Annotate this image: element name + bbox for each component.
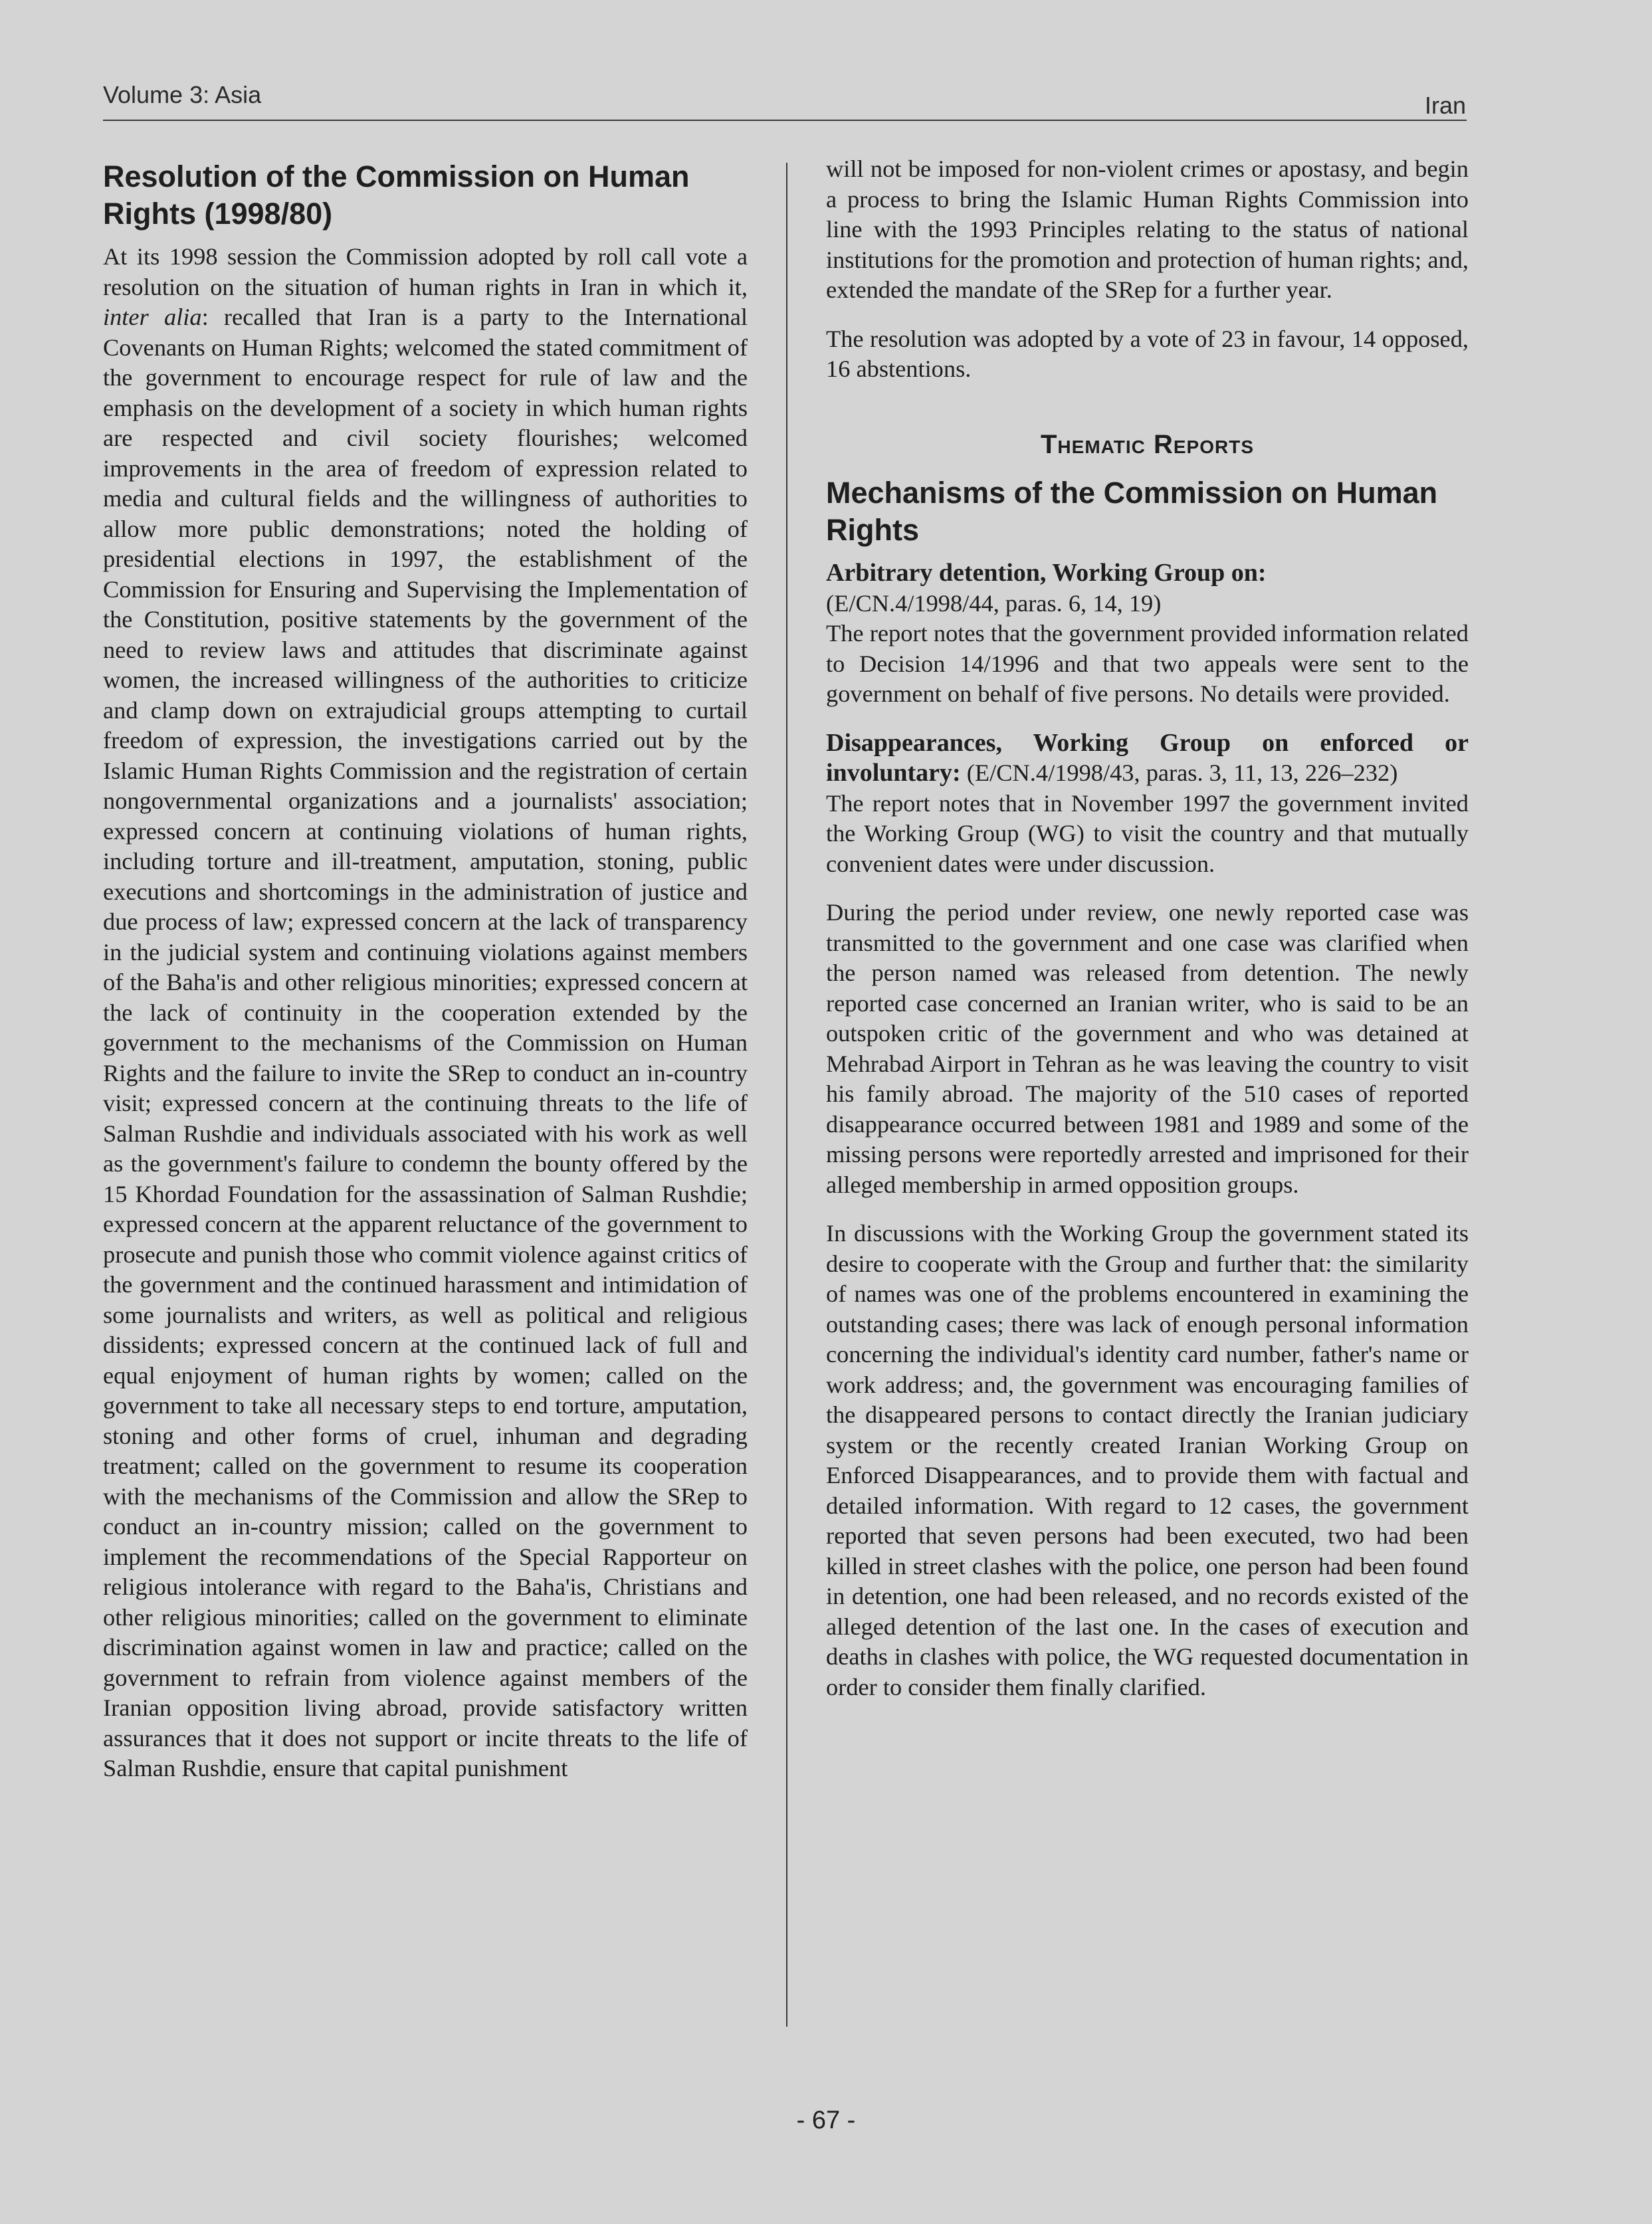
page-number: - 67 - bbox=[796, 2106, 856, 2134]
resolution-text-rest: : recalled that Iran is a party to the International Covenants on Human Rights; welcomed the stated commitment of the government to encourage respect for rule of law and the emphasis on the development of a society in which human rights are respected and civil society flourishes; welcomed improvements in the area of freedom of expression related to media and cultural fields and the willingness of authorities to allow more public demonstrations; noted the holding of presidential elections in 1997, the establishment of the Commission for Ensuring and Supervising the Implementation of the Constitution, positive statements by the government of the need to review laws and attitudes that discriminate against women, the increased willingness of the authorities to criticize and clamp down on extrajudicial groups attempting to curtail freedom of expression, the investigations carried out by the Islamic Human Rights Commission and the registration of certain nongovernmental organizations and a journalists' association; expressed concern at continuing violations of human rights, including torture and ill-treatment, amputation, stoning, public executions and shortcomings in the administration of justice and due process of law; expressed concern at the lack of transparency in the judicial system and continuing violations against members of the Baha'is and other religious minorities; expressed concern at the lack of continuity in the cooperation extended by the government to the mechanisms of the Commission on Human Rights and the failure to invite the SRep to conduct an in-country visit; expressed concern at the continuing threats to the life of Salman Rushdie and individuals associated with his work as well as the government's failure to condemn the bounty offered by the 15 Khordad Foundation for the assassination of Salman Rushdie; expressed concern at the apparent reluctance of the government to prosecute and punish those who commit violence against critics of the government and the continued harassment and intimidation of some journalists and writers, as well as political and religious dissidents; expressed concern at the continued lack of full and equal enjoyment of human rights by women; called on the government to take all necessary steps to end torture, amputation, stoning and other forms of cruel, inhuman and degrading treatment; called on the government to resume its cooperation with the mechanisms of the Commission and allow the SRep to conduct an in-country mission; called on the government to implement the recommendations of the Special Rapporteur on religious intolerance with regard to the Baha'is, Christians and other religious minorities; called on the government to eliminate discrimination against women in law and practice; called on the government to refrain from violence against members of the Iranian opposition living abroad, provide satisfactory written assurances that it does not support or incite threats to the life of Salman Rushdie, ensure that capital punishment bbox=[103, 304, 748, 1781]
disappearances-reference: (E/CN.4/1998/43, paras. 3, 11, 13, 226–232) bbox=[960, 759, 1398, 786]
vote-paragraph: The resolution was adopted by a vote of 23 in favour, 14 opposed, 16 abstentions. bbox=[826, 325, 1469, 382]
resolution-text-start: At its 1998 session the Commission adopted by roll call vote a resolution on the situation of human rights in Iran in which it, bbox=[103, 243, 748, 300]
resolution-continuation: will not be imposed for non-violent crimes or apostasy, and begin a process to bring the Islamic Human Rights Commission into line with the 1993 Principles relating to the status of national institutions for the promotion and protection of human rights; and, extended the mandate of the SRep for a further year. bbox=[826, 155, 1469, 303]
disappearances-paragraph-2: During the period under review, one newly reported case was transmitted to the government and one case was clarified when the person named was released from detention. The newly reported case concerned an Iranian writer, who is said to be an outspoken critic of the government and who was detained at Mehrabad Airport in Tehran as he was leaving the country to visit his family abroad. The majority of the 510 cases of reported disappearance occurred between 1981 and 1989 and some of the missing persons were reportedly arrested and imprisoned for their alleged membership in armed opposition groups. bbox=[826, 899, 1469, 1198]
arbitrary-detention-label: Arbitrary detention, Working Group on: bbox=[826, 559, 1267, 587]
arbitrary-detention-text: The report notes that the government provided information related to Decision 14/1996 and that two appeals were sent to the government on behalf of five persons. No details were provided. bbox=[826, 620, 1469, 707]
resolution-paragraph bbox=[103, 242, 748, 1784]
resolution-heading: Resolution of the Commission on Human Rights (1998/80) bbox=[103, 159, 690, 231]
left-column bbox=[103, 158, 748, 1803]
disappearances-paragraph-3: In discussions with the Working Group the government stated its desire to cooperate with the Group and further that: the similarity of names was one of the problems encountered in examining the outstanding cases; there was lack of enough personal information concerning the individual's identity card number, father's name or work address; and, the government was encouraging families of the disappeared persons to contact directly the Iranian judiciary system or the recently created Iranian Working Group on Enforced Disappearances, and to provide them with factual and detailed information. With regard to 12 cases, the government reported that seven persons had been executed, two had been killed in street clashes with the police, one person had been found in detention, one had been released, and no records existed of the alleged detention of the last one. In the cases of execution and deaths in clashes with police, the WG requested documentation in order to consider them finally clarified. bbox=[826, 1220, 1469, 1700]
arbitrary-detention-reference: (E/CN.4/1998/44, paras. 6, 14, 19) bbox=[826, 589, 1162, 617]
column-divider bbox=[786, 163, 787, 2027]
thematic-reports-title: Thematic Reports bbox=[1040, 429, 1255, 459]
right-column bbox=[826, 154, 1469, 1721]
disappearances-paragraph-1: The report notes that in November 1997 the government invited the Working Group (WG) to visit the country and that mutually convenient dates were under discussion. bbox=[826, 789, 1469, 877]
resolution-italic: inter alia bbox=[103, 304, 202, 330]
header-rule bbox=[103, 120, 1467, 121]
running-header-country: Iran bbox=[1424, 92, 1466, 119]
arbitrary-detention-title bbox=[826, 558, 1469, 589]
disappearances-label: Disappearances, Working Group on enforced or involuntary: bbox=[826, 728, 1469, 787]
running-header-volume: Volume 3: Asia bbox=[103, 81, 262, 108]
mechanisms-heading: Mechanisms of the Commission on Human Rights bbox=[826, 476, 1438, 547]
disappearances-title bbox=[826, 728, 1469, 789]
